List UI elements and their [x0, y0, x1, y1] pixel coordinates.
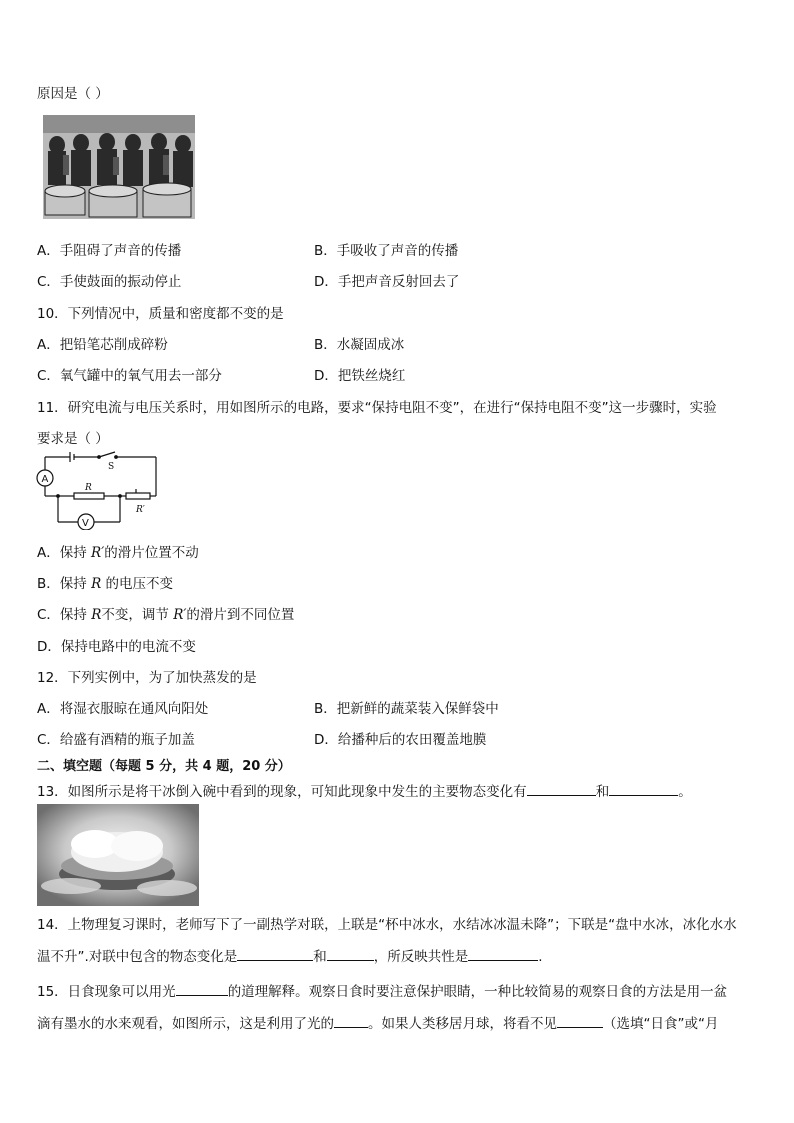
q14-blank-2[interactable]	[327, 948, 374, 961]
q9-stem-tail: 原因是（ ）	[37, 86, 109, 102]
q11-stem-line1: 11．研究电流与电压关系时，用如图所示的电路，要求“保持电阻不变”，在进行“保持电阻不变”这一步骤时，实验	[37, 400, 717, 416]
circuit-switch-label: S	[108, 462, 115, 472]
q15-line2-post: （选填“日食”或“月	[603, 1016, 719, 1032]
q14-blank-3[interactable]	[468, 948, 538, 961]
q10-option-d: D．把铁丝烧红	[314, 368, 406, 384]
q12-option-b: B．把新鲜的蔬菜装入保鲜袋中	[314, 701, 499, 717]
circuit-voltmeter-label: V	[82, 518, 89, 529]
q11-option-c-var2: R′	[173, 607, 187, 623]
q11-option-a-var: R′	[91, 545, 105, 561]
q10-option-c: C．氧气罐中的氧气用去一部分	[37, 368, 222, 384]
q15-line2	[37, 1012, 718, 1032]
q9-option-d: D．手把声音反射回去了	[314, 274, 460, 290]
q11-option-c-post: 的滑片到不同位置	[186, 607, 295, 623]
q11-option-c	[37, 603, 294, 623]
q15-line2-mid: 。如果人类移居月球，将看不见	[368, 1016, 557, 1032]
q15-line2-pre: 滴有墨水的水来观看，如图所示，这是利用了光的	[37, 1016, 334, 1032]
q11-option-d: D．保持电路中的电流不变	[37, 639, 196, 655]
q11-option-a-pre: A．保持	[37, 545, 92, 561]
q11-option-b-pre: B．保持	[37, 576, 92, 592]
circuit-resistor-label: R	[85, 483, 92, 493]
q13-stem	[37, 780, 692, 800]
q11-option-b	[37, 572, 173, 592]
dry-ice-photo	[37, 804, 199, 906]
section-title: 二、填空题（每题 5 分，共 4 题，20 分）	[37, 759, 291, 774]
q10-option-b: B．水凝固成冰	[314, 337, 405, 353]
q10-stem: 10．下列情况中，质量和密度都不变的是	[37, 306, 284, 322]
circuit-diagram	[36, 450, 160, 530]
q11-option-a-post: 的滑片位置不动	[104, 545, 199, 561]
circuit-ammeter-label: A	[41, 474, 49, 485]
q11-option-b-post: 的电压不变	[101, 576, 174, 592]
q15-blank-1[interactable]	[176, 983, 228, 996]
q13-post: 。	[678, 784, 692, 800]
q11-stem-line2: 要求是（ ）	[37, 431, 109, 447]
q14-line2-pre: 温不升”.对联中包含的物态变化是	[37, 949, 238, 965]
q15-line1	[37, 980, 727, 1000]
q14-line2-mid1: 和	[313, 949, 327, 965]
q13-mid: 和	[595, 784, 610, 800]
q15-line1-pre: 15．日食现象可以用光	[37, 984, 176, 1000]
q13-blank-1[interactable]	[527, 783, 596, 796]
q12-stem: 12．下列实例中，为了加快蒸发的是	[37, 670, 257, 686]
q10-option-a: A．把铅笔芯削成碎粉	[37, 337, 168, 353]
q11-option-c-mid: 不变，调节	[101, 607, 174, 623]
drum-photo	[43, 115, 195, 219]
q15-blank-2[interactable]	[334, 1015, 368, 1028]
q15-line1-post: 的道理解释。观察日食时要注意保护眼睛，一种比较简易的观察日食的方法是用一盆	[227, 984, 728, 1000]
q13-pre: 13．如图所示是将干冰倒入碗中看到的现象，可知此现象中发生的主要物态变化有	[37, 784, 527, 800]
q11-option-c-pre: C．保持	[37, 607, 92, 623]
q14-line2-post: .	[538, 949, 543, 965]
q11-option-b-var: R	[91, 576, 102, 592]
q11-option-c-var1: R	[91, 607, 102, 623]
q12-option-a: A．将湿衣服晾在通风向阳处	[37, 701, 209, 717]
q12-option-d: D．给播种后的农田覆盖地膜	[314, 732, 487, 748]
q14-blank-1[interactable]	[237, 948, 313, 961]
circuit-rheostat-label: R′	[136, 505, 145, 515]
q9-option-c: C．手使鼓面的振动停止	[37, 274, 182, 290]
q11-option-a	[37, 541, 199, 561]
q9-option-a: A．手阻碍了声音的传播	[37, 243, 182, 259]
q9-option-b: B．手吸收了声音的传播	[314, 243, 459, 259]
q14-line2-mid2: ，所反映共性是	[373, 949, 469, 965]
q14-line1: 14．上物理复习课时，老师写下了一副热学对联，上联是“杯中冰水，水结冰冰温未降”；下联是“盘中水冰，冰化水水	[37, 917, 737, 933]
q14-line2	[37, 945, 543, 965]
q15-blank-3[interactable]	[557, 1015, 603, 1028]
q12-option-c: C．给盛有酒精的瓶子加盖	[37, 732, 195, 748]
q13-blank-2[interactable]	[609, 783, 678, 796]
